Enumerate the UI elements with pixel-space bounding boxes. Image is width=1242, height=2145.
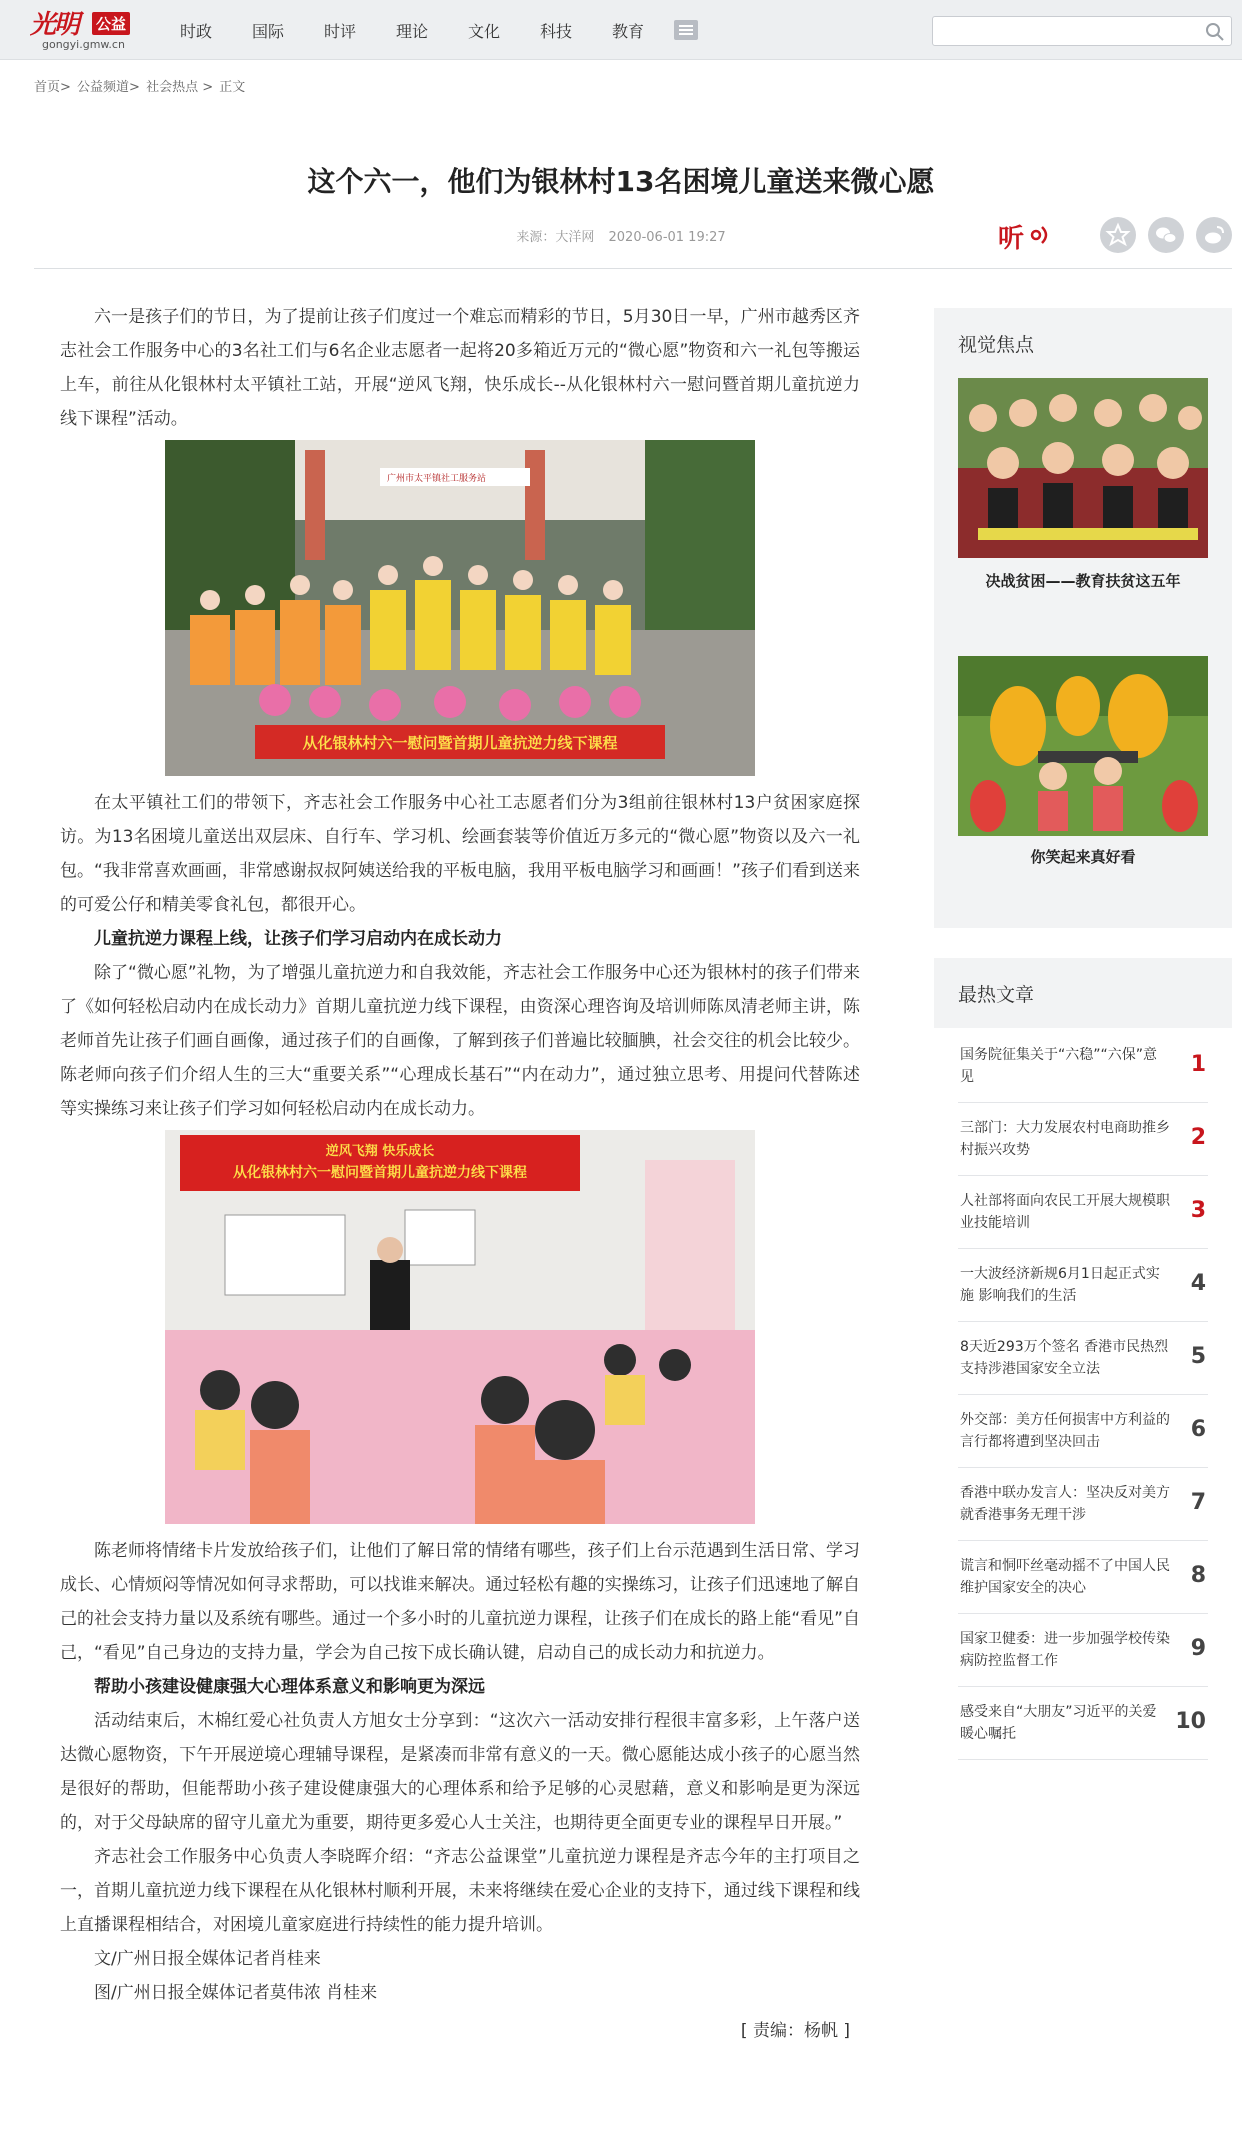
main-nav (160, 0, 698, 60)
hot-article-rank: 8 (1190, 1563, 1206, 1588)
breadcrumb-current: 正文 (219, 80, 246, 95)
hot-articles-list (958, 1030, 1208, 1760)
photo2-banner-top: 逆风飞翔 快乐成长 (325, 1144, 435, 1159)
article-photo-class (165, 1130, 755, 1524)
hot-articles-title: 最热文章 (958, 984, 1035, 1006)
article-subheading: 帮助小孩建设健康强大心理体系意义和影响更为深远 (94, 1677, 485, 1697)
site-logo[interactable] (30, 4, 140, 54)
menu-icon[interactable] (674, 20, 698, 40)
breadcrumb-home[interactable]: 首页> (34, 80, 71, 95)
visual-focus-title: 视觉焦点 (958, 334, 1035, 356)
hot-article-rank: 4 (1190, 1271, 1206, 1296)
favorite-button[interactable] (1100, 217, 1136, 253)
article-subheading: 儿童抗逆力课程上线，让孩子们学习启动内在成长动力 (94, 929, 502, 949)
hot-article-item[interactable] (958, 1249, 1208, 1322)
hot-article-title[interactable]: 外交部：美方任何损害中方利益的言行都将遭到坚决回击 (960, 1412, 1170, 1450)
sidebar-hot-header (934, 958, 1232, 1028)
nav-item-international[interactable]: 国际 (251, 21, 284, 41)
hot-article-rank: 3 (1190, 1198, 1206, 1223)
breadcrumb-channel[interactable]: 公益频道> (77, 80, 140, 95)
hot-article-title[interactable]: 一大波经济新规6月1日起正式实施 影响我们的生活 (960, 1266, 1160, 1304)
weibo-icon (1196, 217, 1232, 253)
listen-label: 听 (998, 224, 1025, 254)
article-editor: [ 责编：杨帆 ] (740, 2021, 850, 2041)
hot-article-title[interactable]: 8天近293万个签名 香港市民热烈支持涉港国家安全立法 (960, 1339, 1169, 1377)
focus-item-image[interactable] (958, 656, 1208, 836)
article-paragraph: 在太平镇社工们的带领下，齐志社会工作服务中心社工志愿者们分为3组前往银林村13户贫困家庭探访。为13名困境儿童送出双层床、自行车、学习机、绘画套装等价值近万多元的“微心愿”物资以及六一礼包。“我非常喜欢画画，非常感谢叔叔阿姨送给我的平板电脑，我用平板电脑学习和画画！”孩子们看到送来的可爱公仔和精美零食礼包，都很开心。 (60, 793, 860, 915)
wechat-icon (1148, 217, 1184, 253)
article-body (60, 300, 860, 2048)
search-input[interactable] (941, 21, 1191, 41)
logo-badge: 公益 (92, 12, 130, 35)
hot-article-title[interactable]: 感受来自“大朋友”习近平的关爱 暖心嘱托 (960, 1704, 1157, 1742)
focus-item-image[interactable] (958, 378, 1208, 558)
photo1-banner: 从化银林村六一慰问暨首期儿童抗逆力线下课程 (302, 734, 618, 752)
breadcrumb-section[interactable]: 社会热点 > (146, 80, 214, 95)
hot-article-item[interactable] (958, 1395, 1208, 1468)
article-paragraph: 活动结束后，木棉红爱心社负责人方旭女士分享到：“这次六一活动安排行程很丰富多彩，上午落户送达微心愿物资，下午开展逆境心理辅导课程，是紧凑而非常有意义的一天。微心愿能达成小孩子的心愿当然是很好的帮助，但能帮助小孩子建设健康强大的心理体系和给予足够的心灵慰藉，意义和影响是更为深远的，对于父母缺席的留守儿童尤为重要，期待更多爱心人士关注，也期待更全面更专业的课程早日开展。” (60, 1711, 860, 1833)
nav-item-culture[interactable]: 文化 (467, 21, 500, 41)
logo-mark: 光明 (30, 10, 79, 40)
article-source: 来源：大洋网 (516, 230, 595, 245)
hot-article-item[interactable] (958, 1103, 1208, 1176)
article-credit: 图/广州日报全媒体记者莫伟浓 肖桂来 (94, 1983, 378, 2003)
group-photo-image (165, 440, 755, 776)
hot-article-title[interactable]: 香港中联办发言人：坚决反对美方就香港事务无理干涉 (960, 1485, 1170, 1523)
hot-article-rank: 10 (1175, 1709, 1206, 1734)
article-credit: 文/广州日报全媒体记者肖桂来 (94, 1949, 321, 1969)
hot-article-rank: 6 (1190, 1417, 1206, 1442)
nav-item-tech[interactable]: 科技 (539, 21, 572, 41)
nav-item-politics[interactable]: 时政 (179, 21, 212, 41)
logo-domain: gongyi.gmw.cn (42, 38, 125, 51)
nav-item-commentary[interactable]: 时评 (323, 21, 356, 41)
photo2-banner-main: 从化银林村六一慰问暨首期儿童抗逆力线下课程 (233, 1165, 527, 1181)
search-icon[interactable] (1205, 22, 1225, 42)
hot-article-item[interactable] (958, 1541, 1208, 1614)
breadcrumb (34, 76, 247, 95)
focus-photo-1 (958, 378, 1208, 558)
weibo-share-button[interactable] (1196, 217, 1232, 253)
top-header (0, 0, 1242, 60)
photo1-sign: 广州市太平镇社工服务站 (387, 474, 487, 484)
hot-article-item[interactable] (958, 1030, 1208, 1103)
star-icon (1100, 217, 1136, 253)
sidebar-visual-focus (934, 308, 1232, 928)
article-photo-group (165, 440, 755, 776)
article-paragraph: 陈老师将情绪卡片发放给孩子们，让他们了解日常的情绪有哪些，孩子们上台示范遇到生活日常、学习成长、心情烦闷等情况如何寻求帮助，可以找谁来解决。通过轻松有趣的实操练习，让孩子们迅速地了解自己的社会支持力量以及系统有哪些。通过一个多小时的儿童抗逆力课程，让孩子们在成长的路上能“看见”自己，“看见”自己身边的支持力量，学会为自己按下成长确认键，启动自己的成长动力和抗逆力。 (60, 1541, 860, 1663)
hot-article-title[interactable]: 人社部将面向农民工开展大规模职业技能培训 (960, 1193, 1170, 1231)
hot-article-rank: 9 (1190, 1636, 1206, 1661)
focus-item-caption[interactable]: 你笑起来真好看 (1030, 848, 1136, 866)
hot-article-item[interactable] (958, 1176, 1208, 1249)
sound-wave-icon (1026, 222, 1054, 248)
hot-article-item[interactable] (958, 1687, 1208, 1760)
hot-article-title[interactable]: 国家卫健委：进一步加强学校传染病防控监督工作 (960, 1631, 1170, 1669)
hot-article-rank: 7 (1190, 1490, 1206, 1515)
hot-article-item[interactable] (958, 1322, 1208, 1395)
hot-article-rank: 5 (1190, 1344, 1206, 1369)
title-divider (34, 268, 1232, 269)
focus-item-caption[interactable]: 决战贫困——教育扶贫这五年 (985, 572, 1181, 590)
hot-article-item[interactable] (958, 1468, 1208, 1541)
nav-item-theory[interactable]: 理论 (395, 21, 428, 41)
article-paragraph: 六一是孩子们的节日，为了提前让孩子们度过一个难忘而精彩的节日，5月30日一早，广州市越秀区齐志社会工作服务中心的3名社工们与6名企业志愿者一起将20多箱近万元的“微心愿”物资和六一礼包等搬运上车，前往从化银林村太平镇社工站，开展“逆风飞翔，快乐成长--从化银林村六一慰问暨首期儿童抗逆力线下课程”活动。 (60, 307, 860, 429)
hot-article-title[interactable]: 国务院征集关于“六稳”“六保”意见 (960, 1047, 1158, 1085)
search-box (932, 16, 1232, 46)
hot-article-item[interactable] (958, 1614, 1208, 1687)
nav-item-education[interactable]: 教育 (611, 21, 644, 41)
listen-button[interactable] (998, 216, 1058, 252)
hot-article-rank: 2 (1190, 1125, 1206, 1150)
article-datetime: 2020-06-01 19:27 (608, 230, 726, 245)
hot-article-title[interactable]: 谎言和恫吓丝毫动摇不了中国人民维护国家安全的决心 (960, 1558, 1170, 1596)
wechat-share-button[interactable] (1148, 217, 1184, 253)
article-paragraph: 除了“微心愿”礼物，为了增强儿童抗逆力和自我效能，齐志社会工作服务中心还为银林村的孩子们带来了《如何轻松启动内在成长动力》首期儿童抗逆力线下课程，由资深心理咨询及培训师陈凤清老师主讲，陈老师首先让孩子们画自画像，通过孩子们的自画像，了解到孩子们普遍比较腼腆，社会交往的机会比较少。陈老师向孩子们介绍人生的三大“重要关系”“心理成长基石”“内在动力”，通过独立思考、用提问代替陈述等实操练习来让孩子们学习如何轻松启动内在成长动力。 (60, 963, 860, 1119)
class-photo-image (165, 1130, 755, 1524)
hot-article-title[interactable]: 三部门：大力发展农村电商助推乡村振兴攻势 (960, 1120, 1170, 1158)
article-paragraph: 齐志社会工作服务中心负责人李晓晖介绍：“齐志公益课堂”儿童抗逆力课程是齐志今年的主打项目之一，首期儿童抗逆力线下课程在从化银林村顺利开展，未来将继续在爱心企业的支持下，通过线下课程和线上直播课程相结合，对困境儿童家庭进行持续性的能力提升培训。 (60, 1847, 860, 1935)
focus-photo-2 (958, 656, 1208, 836)
hot-article-rank: 1 (1190, 1052, 1206, 1077)
article-title: 这个六一，他们为银林村13名困境儿童送来微心愿 (307, 165, 935, 198)
